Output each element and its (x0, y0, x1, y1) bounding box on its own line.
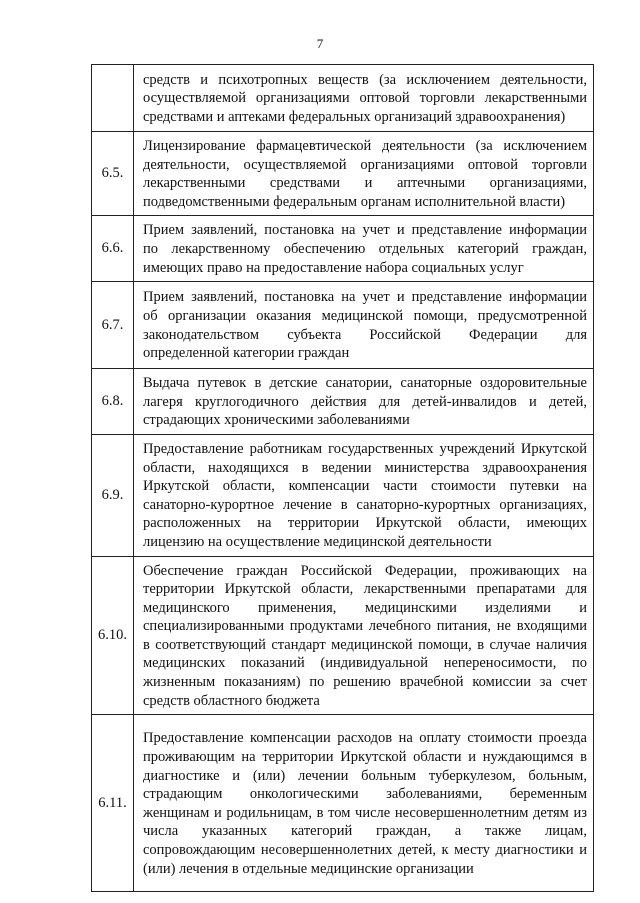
row-text (134, 65, 594, 132)
text-line: санаторно-курортное лечение в санаторно-курортных организациях, (143, 496, 587, 513)
text-line: имеющих право на предоставление набора социальных услуг (143, 259, 524, 276)
table-row (92, 282, 594, 369)
text-line: Прием заявлений, постановка на учет и представление информации (143, 222, 587, 239)
table-row (92, 216, 594, 282)
row-number (92, 65, 134, 132)
text-line: сопровождающим несовершеннолетних детей, к месту диагностики и (143, 841, 587, 858)
text-line: об организации оказания медицинской помощи, предусмотренной (143, 308, 587, 325)
page-number: 7 (316, 36, 324, 51)
text-line: в соответствующий стандарт медицинской помощи, в случае наличия (143, 636, 587, 653)
text-line: средств областного бюджета (143, 692, 320, 709)
row-text (134, 282, 594, 369)
table-body (92, 65, 594, 892)
row-number: 6.11. (92, 715, 134, 892)
table-row (92, 434, 594, 556)
row-text (134, 434, 594, 556)
text-line: женщинам и родильницам, в том числе несовершеннолетним детям из (143, 804, 587, 821)
text-line: Иркутской области, компенсации части стоимости путевки на (143, 478, 587, 495)
text-line: диагностике и (или) лечении больным туберкулезом, больным, (143, 767, 587, 784)
table-row (92, 715, 594, 892)
table-row (92, 132, 594, 216)
text-line: Прием заявлений, постановка на учет и представление информации (143, 289, 587, 306)
row-number: 6.8. (92, 369, 134, 435)
text-line: Предоставление компенсации расходов на оплату стоимости проезда (143, 730, 587, 747)
row-text (134, 132, 594, 216)
text-line: Предоставление работникам государственных учреждений Иркутской (143, 440, 587, 457)
text-line: Лицензирование фармацевтической деятельности (за исключением (143, 138, 587, 154)
row-text (134, 556, 594, 715)
text-line: медицинских показаний (индивидуальной непереносимости, по (143, 655, 587, 672)
text-line: области, находящихся в ведении министерства здравоохранения (143, 459, 587, 476)
table-row (92, 556, 594, 715)
text-line: Обеспечение граждан Российской Федерации, проживающих на (143, 562, 587, 579)
text-line: территории Иркутской области, лекарственными препаратами для (143, 581, 587, 598)
text-line: по лекарственному обеспечению отдельных категорий граждан, (143, 240, 587, 257)
text-line: числа указанных категорий граждан, а также лицам, (143, 823, 587, 840)
text-line: подведомственными федеральным органам исполнительной власти) (143, 193, 566, 210)
services-table (91, 64, 594, 892)
text-line: страдающих хроническими заболеваниями (143, 412, 410, 429)
text-line: Выдача путевок в детские санатории, санаторные оздоровительные (143, 375, 587, 392)
text-line: лицензию на осуществление медицинской деятельности (143, 533, 492, 550)
text-line: специализированными продуктами лечебного питания, не входящими (143, 618, 587, 635)
row-number: 6.7. (92, 282, 134, 369)
row-text (134, 216, 594, 282)
text-line: медицинского применения, медицинскими изделиями и (143, 599, 587, 616)
row-number: 6.10. (92, 556, 134, 715)
text-line: деятельности, осуществляемой организациями оптовой торговли (143, 156, 587, 173)
table-row (92, 65, 594, 132)
row-number: 6.9. (92, 434, 134, 556)
row-text (134, 715, 594, 892)
text-line: определенной категории граждан (143, 345, 350, 362)
text-line: лагеря круглогодичного действия для детей-инвалидов и детей, (143, 393, 587, 410)
row-number: 6.6. (92, 216, 134, 282)
table-row (92, 369, 594, 435)
text-line: проживающим на территории Иркутской области и нуждающимся в (143, 748, 587, 765)
text-line: осуществляемой организациями оптовой торговли лекарственными (143, 90, 587, 107)
text-line: законодательством субъекта Российской Федерации для (143, 326, 587, 343)
text-line: жизненным показаниям) по решению врачебной комиссии за счет (143, 674, 587, 691)
text-line: расположенных на территории Иркутской области, имеющих (143, 515, 587, 532)
text-line: средств и психотропных веществ (за исключением деятельности, (143, 71, 587, 88)
row-text (134, 369, 594, 435)
text-line: средствами и аптеками федеральных организаций здравоохранения) (143, 108, 566, 125)
row-number: 6.5. (92, 132, 134, 216)
text-line: лекарственными средствами и аптечными организациями, (143, 175, 587, 192)
text-line: страдающим онкологическими заболеваниями, беременным (143, 786, 587, 803)
text-line: (или) лечения в отдельные медицинские организации (143, 860, 474, 877)
